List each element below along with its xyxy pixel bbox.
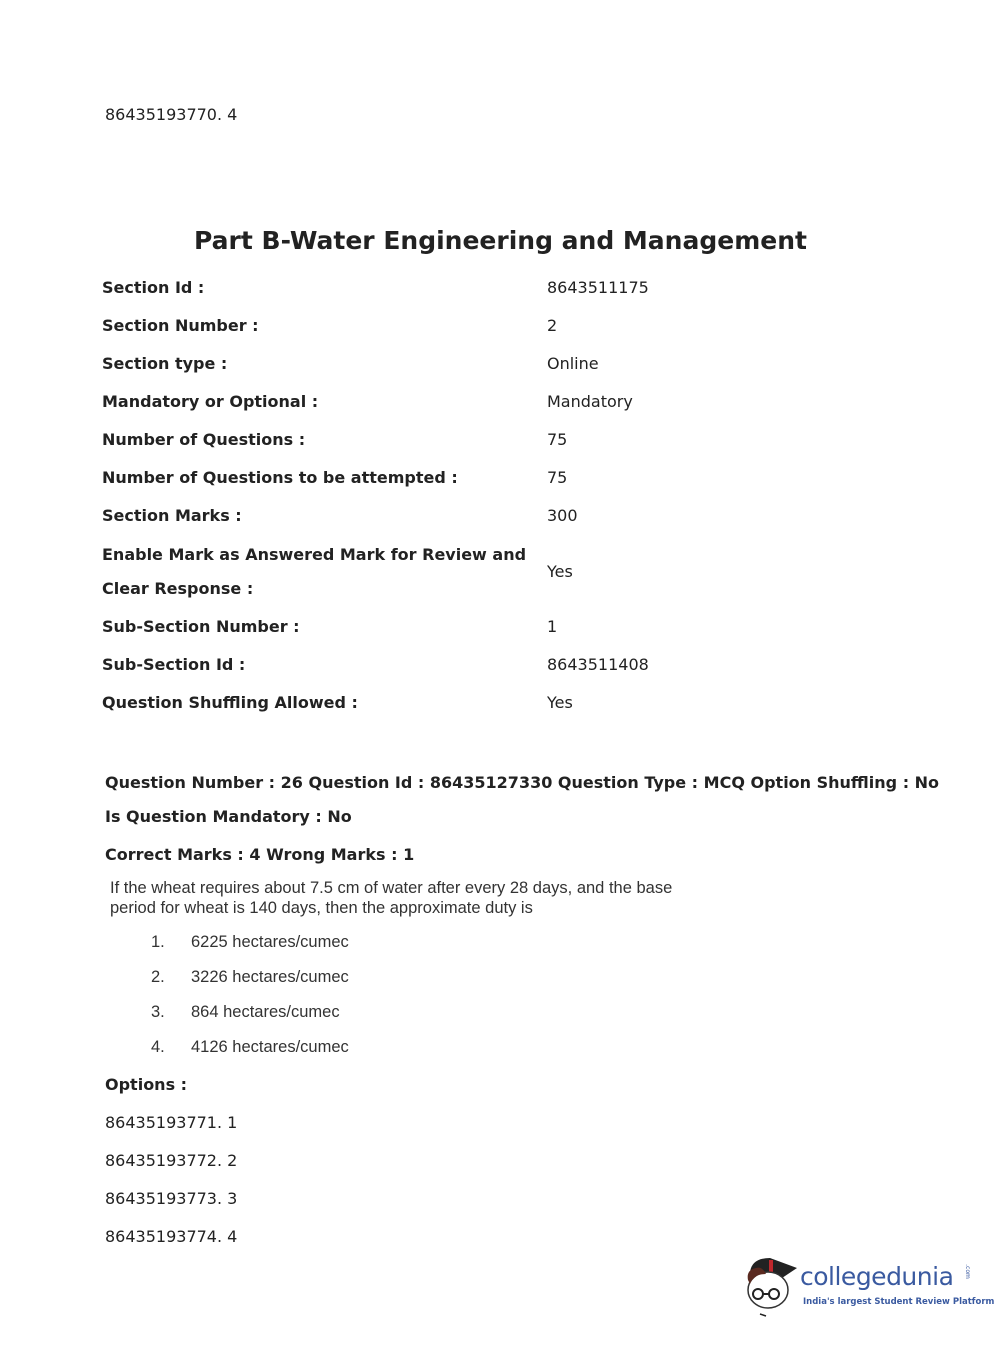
mandatory-label: Mandatory or Optional :: [102, 392, 319, 411]
question-marks: Correct Marks : 4 Wrong Marks : 1: [105, 845, 415, 864]
option-id: 86435193773. 3: [105, 1189, 238, 1208]
collegedunia-logo: [742, 1250, 995, 1320]
logo-wordmark: collegedunia: [800, 1262, 954, 1291]
section-number-label: Section Number :: [102, 316, 259, 335]
choice-number: 4.: [151, 1038, 165, 1056]
question-header: Question Number : 26 Question Id : 86435127330 Question Type : MCQ Option Shuffling : No: [105, 773, 940, 792]
subsection-id-label: Sub-Section Id :: [102, 655, 246, 674]
question-text-line1: If the wheat requires about 7.5 cm of water after every 28 days, and the base: [110, 879, 673, 897]
section-type-label: Section type :: [102, 354, 228, 373]
choice-text: 3226 hectares/cumec: [191, 968, 349, 986]
enable-mark-label-line2: Clear Response :: [102, 579, 254, 598]
subsection-number-value: 1: [547, 617, 558, 636]
question-text-line2: period for wheat is 140 days, then the approximate duty is: [110, 899, 533, 917]
logo-suffix: .com: [963, 1264, 971, 1279]
enable-mark-label-line1: Enable Mark as Answered Mark for Review and: [102, 545, 527, 564]
option-id: 86435193772. 2: [105, 1151, 238, 1170]
choice-number: 1.: [151, 933, 165, 951]
section-marks-label: Section Marks :: [102, 506, 242, 525]
mascot-icon: [742, 1250, 802, 1320]
previous-option-id: 86435193770. 4: [105, 105, 238, 124]
page-title: Part B-Water Engineering and Management: [194, 226, 807, 255]
section-number-value: 2: [547, 316, 558, 335]
enable-mark-value: Yes: [547, 562, 573, 581]
choice-text: 864 hectares/cumec: [191, 1003, 340, 1021]
subsection-number-label: Sub-Section Number :: [102, 617, 300, 636]
question-mandatory: Is Question Mandatory : No: [105, 807, 352, 826]
num-attempt-label: Number of Questions to be attempted :: [102, 468, 458, 487]
num-questions-label: Number of Questions :: [102, 430, 306, 449]
section-id-value: 8643511175: [547, 278, 649, 297]
options-label: Options :: [105, 1075, 188, 1094]
choice-text: 4126 hectares/cumec: [191, 1038, 349, 1056]
section-marks-value: 300: [547, 506, 578, 525]
choice-number: 3.: [151, 1003, 165, 1021]
num-attempt-value: 75: [547, 468, 568, 487]
section-id-label: Section Id :: [102, 278, 205, 297]
choice-number: 2.: [151, 968, 165, 986]
option-id: 86435193771. 1: [105, 1113, 238, 1132]
subsection-id-value: 8643511408: [547, 655, 649, 674]
num-questions-value: 75: [547, 430, 568, 449]
shuffling-value: Yes: [547, 693, 573, 712]
option-id: 86435193774. 4: [105, 1227, 238, 1246]
section-type-value: Online: [547, 354, 599, 373]
mandatory-value: Mandatory: [547, 392, 633, 411]
logo-tagline: India's largest Student Review Platform: [803, 1297, 995, 1307]
shuffling-label: Question Shuffling Allowed :: [102, 693, 358, 712]
question-text: [110, 878, 672, 918]
choice-text: 6225 hectares/cumec: [191, 933, 349, 951]
